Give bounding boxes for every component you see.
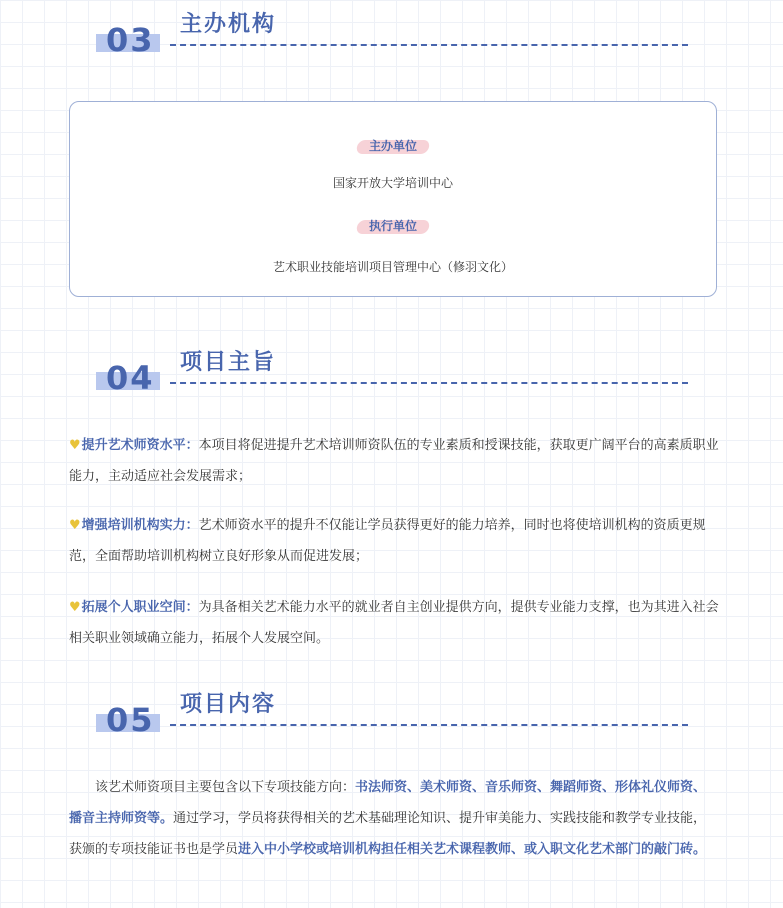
section-number: 04 — [106, 359, 155, 397]
content-paragraph — [69, 772, 719, 865]
content-text: 通过学习，学员将获得相关的艺术基础理论知识、提升审美能力、实践技能和教学专业技能，获颁的专项技能证书也是学员 — [69, 811, 707, 857]
section-03-header — [96, 0, 688, 59]
aim-lead: 提升艺术师资水平： — [81, 438, 199, 453]
section-05-header — [96, 672, 688, 739]
section-title: 主办机构 — [180, 12, 277, 37]
content-text: 该艺术师资项目主要包含以下专项技能方向： — [95, 780, 356, 795]
aim-text: 艺术师资水平的提升不仅能让学员获得更好的能力培养，同时也将使培训机构的资质更规范，全面帮助培训机构树立良好形象从而促进发展； — [69, 518, 706, 564]
content-highlight: 书法师资、美术师资、音乐师资、舞蹈师资、形体礼仪师资、播音主持师资等。 — [69, 780, 707, 826]
aim-item-2 — [69, 510, 719, 572]
section-title: 项目主旨 — [180, 350, 277, 375]
section-number: 03 — [106, 21, 155, 59]
heart-icon: ♥ — [69, 518, 81, 533]
exec-label: 执行单位 — [353, 215, 433, 236]
aim-item-1 — [69, 430, 719, 492]
host-label: 主办单位 — [353, 135, 433, 156]
dashed-divider — [170, 724, 688, 726]
sponsor-card — [69, 101, 717, 297]
content-highlight: 进入中小学校或培训机构担任相关艺术课程教师、或入职文化艺术部门的敲门砖。 — [238, 842, 707, 857]
dashed-divider — [170, 382, 688, 384]
heart-icon: ♥ — [69, 438, 81, 453]
aim-lead: 拓展个人职业空间： — [81, 600, 199, 615]
dashed-divider — [170, 44, 688, 46]
aim-text: 为具备相关艺术能力水平的就业者自主创业提供方向，提供专业能力支撑，也为其进入社会相关职业领域确立能力，拓展个人发展空间。 — [69, 600, 719, 646]
section-number: 05 — [106, 701, 155, 739]
heart-icon: ♥ — [69, 600, 81, 615]
aim-item-3 — [69, 592, 719, 654]
aim-text: 本项目将促进提升艺术培训师资队伍的专业素质和授课技能，获取更广阔平台的高素质职业能力，主动适应社会发展需求； — [69, 438, 719, 484]
host-name: 国家开放大学培训中心 — [332, 176, 453, 190]
section-title: 项目内容 — [180, 692, 277, 717]
section-04-header — [96, 330, 688, 397]
exec-name: 艺术职业技能培训项目管理中心（修羽文化） — [272, 260, 513, 274]
aim-lead: 增强培训机构实力： — [81, 518, 199, 533]
